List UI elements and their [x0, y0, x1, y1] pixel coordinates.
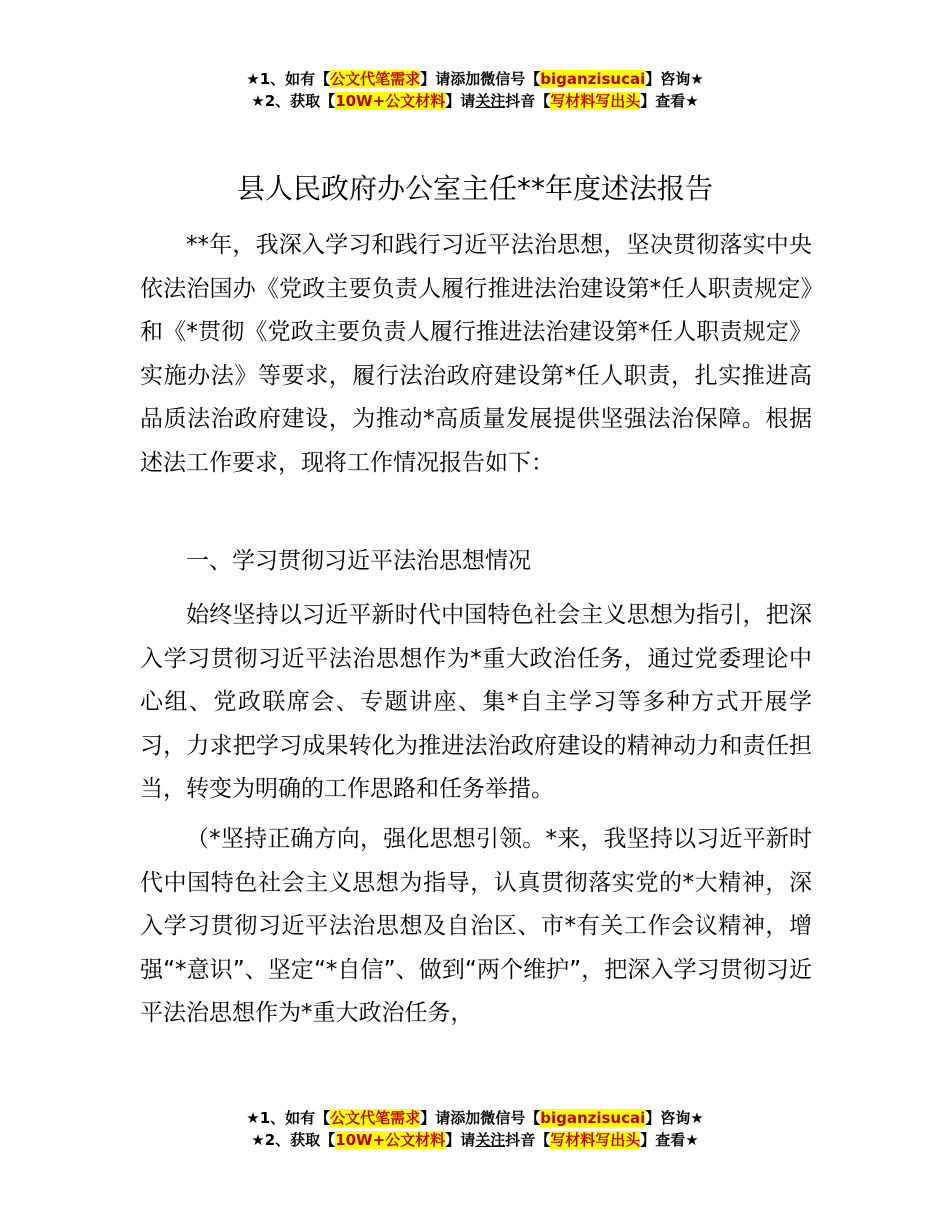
paragraph-direction: （*坚持正确方向，强化思想引领。*来，我坚持以习近平新时代中国特色社会主义思想为指导，认真贯彻落实党的*大精神，深入学习贯彻习近平法治思想及自治区、市*有关工作会议精神，增强“*意识”、坚定“*自信”、做到“两个维护”，把深入学习贯彻习近平法治思想作为*重大政治任务， — [140, 826, 812, 1027]
underlined-follow: 关注 — [475, 1131, 506, 1149]
promo-line-1: ★1、如有【公文代笔需求】请添加微信号【biganzisucai】咨询★ — [246, 70, 704, 88]
promo-banner-bottom — [0, 1107, 950, 1151]
paragraph-study: 始终坚持以习近平新时代中国特色社会主义思想为指引，把深入学习贯彻习近平法治思想作为*重大政治任务，通过党委理论中心组、党政联席会、专题讲座、集*自主学习等多种方式开展学习，力求把学习成果转化为推进法治政府建设的精神动力和责任担当，转变为明确的工作思路和任务举措。 — [140, 602, 812, 803]
promo-line-2: ★2、获取【10W+公文材料】请关注抖音【写材料写出头】查看★ — [251, 1131, 699, 1149]
highlight-douyin: 写材料写出头 — [550, 1131, 641, 1149]
section-heading: 一、学习贯彻习近平法治思想情况 — [186, 548, 531, 574]
highlight-materials: 10W+公文材料 — [335, 92, 446, 110]
underlined-follow: 关注 — [475, 92, 506, 110]
paragraph-intro: **年，我深入学习和践行习近平法治思想，坚决贯彻落实中央依法治国办《党政主要负责人履行推进法治建设第*任人职责规定》和《*贯彻《党政主要负责人履行推进法治建设第*任人职责规定》实施办法》等要求，履行法治政府建设第*任人职责，扎实推进高品质法治政府建设，为推动*高质量发展提供坚强法治保障。根据述法工作要求，现将工作情况报告如下： — [140, 232, 812, 476]
promo-line-1: ★1、如有【公文代笔需求】请添加微信号【biganzisucai】咨询★ — [246, 1109, 704, 1127]
highlight-service: 公文代笔需求 — [330, 70, 421, 88]
highlight-service: 公文代笔需求 — [330, 1109, 421, 1127]
promo-line-2: ★2、获取【10W+公文材料】请关注抖音【写材料写出头】查看★ — [251, 92, 699, 110]
highlight-materials: 10W+公文材料 — [335, 1131, 446, 1149]
highlight-wechat-id: biganzisucai — [540, 70, 646, 88]
document-title: 县人民政府办公室主任**年度述法报告 — [236, 172, 713, 205]
highlight-wechat-id: biganzisucai — [540, 1109, 646, 1127]
highlight-douyin: 写材料写出头 — [550, 92, 641, 110]
promo-banner-top — [0, 68, 950, 112]
